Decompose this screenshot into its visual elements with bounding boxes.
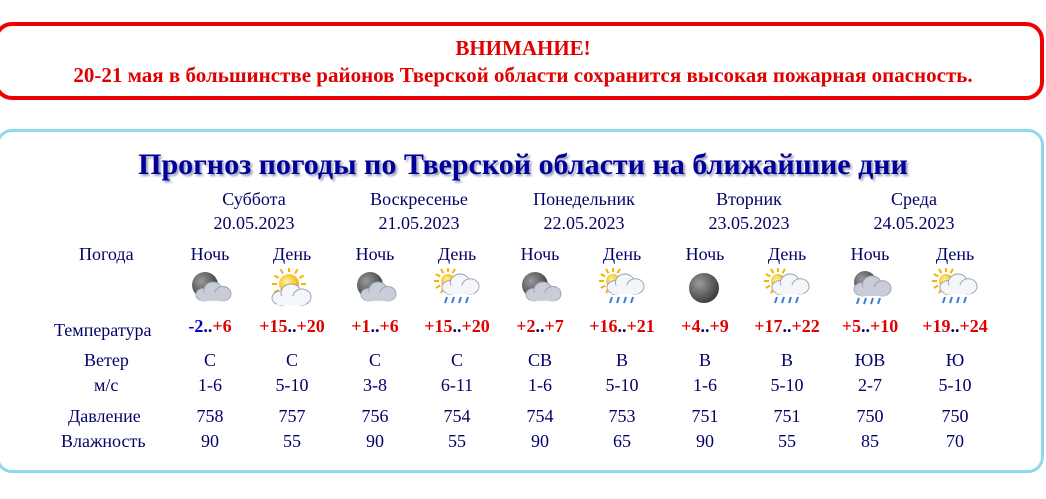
- day-name: Суббота: [222, 189, 286, 209]
- humidity-value: 90: [696, 431, 714, 451]
- temperature-separator: ..: [452, 316, 462, 336]
- humidity-value: 55: [778, 431, 796, 451]
- temperature-min: +4: [681, 316, 701, 336]
- period-label: Ночь: [850, 244, 890, 264]
- humidity-value: 65: [613, 431, 631, 451]
- pressure-value: 754: [526, 406, 554, 426]
- period-label: Ночь: [190, 244, 230, 264]
- temperature-max: +22: [791, 316, 820, 336]
- pressure-value: 756: [361, 406, 389, 426]
- moon-cloud-icon: [350, 268, 400, 308]
- wind-direction: С: [450, 350, 463, 370]
- temperature-max: +6: [212, 316, 232, 336]
- pressure-value: 757: [278, 406, 306, 426]
- temperature-separator: ..: [617, 316, 627, 336]
- temperature-range: [329, 315, 421, 337]
- temperature-min: +5: [841, 316, 861, 336]
- humidity-value: 70: [946, 431, 964, 451]
- temperature-max: +21: [626, 316, 655, 336]
- temperature-min: -2: [188, 316, 204, 336]
- moon-cloud-rain-icon: [845, 268, 895, 308]
- humidity-value: 90: [201, 431, 219, 451]
- sun-cloud-rain-icon: [597, 268, 647, 308]
- pressure-value: 750: [856, 406, 884, 426]
- humidity-value: 90: [531, 431, 549, 451]
- temperature-separator: ..: [700, 316, 710, 336]
- wind-speed: 5-10: [275, 375, 309, 395]
- humidity-value: 55: [283, 431, 301, 451]
- sun-cloud-rain-icon: [432, 268, 482, 308]
- wind-direction: С: [285, 350, 298, 370]
- day-name: Среда: [891, 189, 937, 209]
- wind-direction: С: [203, 350, 216, 370]
- humidity-row-label: Влажность: [61, 431, 146, 451]
- weather-row-label: Погода: [79, 244, 134, 264]
- temperature-max: +24: [959, 316, 988, 336]
- wind-speed: 5-10: [605, 375, 639, 395]
- day-date: 23.05.2023: [708, 213, 790, 233]
- sun-cloud-rain-icon: [762, 268, 812, 308]
- temperature-range: [741, 315, 833, 337]
- temperature-min: +19: [922, 316, 951, 336]
- temperature-row-label: Температура: [54, 320, 152, 340]
- pressure-value: 751: [691, 406, 719, 426]
- temperature-max: +20: [461, 316, 490, 336]
- temperature-max: +6: [379, 316, 399, 336]
- wind-direction: ЮВ: [854, 350, 886, 370]
- pressure-row-label: Давление: [68, 406, 141, 426]
- alert-title: ВНИМАНИЕ!: [455, 36, 591, 60]
- period-label: Ночь: [355, 244, 395, 264]
- temperature-min: +15: [259, 316, 288, 336]
- temperature-range: [411, 315, 503, 337]
- temperature-range: [824, 315, 916, 337]
- temperature-max: +9: [709, 316, 729, 336]
- temperature-min: +15: [424, 316, 453, 336]
- period-label: День: [935, 244, 975, 264]
- wind-speed: 6-11: [440, 375, 474, 395]
- period-label: День: [437, 244, 477, 264]
- day-date: 21.05.2023: [378, 213, 460, 233]
- day-name: Воскресенье: [370, 189, 468, 209]
- wind-direction: Ю: [945, 350, 965, 370]
- temperature-min: +1: [351, 316, 371, 336]
- wind-unit-label: м/с: [94, 375, 119, 395]
- temperature-separator: ..: [861, 316, 870, 336]
- temperature-separator: ..: [950, 316, 960, 336]
- alert-text: 20-21 мая в большинстве районов Тверской области сохранится высокая пожарная опасность.: [73, 63, 973, 87]
- temperature-separator: ..: [782, 316, 792, 336]
- wind-row-label: Ветер: [84, 350, 129, 370]
- wind-speed: 1-6: [693, 375, 717, 395]
- temperature-range: [659, 315, 751, 337]
- temperature-max: +10: [870, 316, 899, 336]
- wind-speed: 1-6: [528, 375, 552, 395]
- moon-icon: [680, 268, 730, 308]
- day-date: 24.05.2023: [873, 213, 955, 233]
- day-name: Вторник: [716, 189, 782, 209]
- pressure-value: 750: [941, 406, 969, 426]
- wind-direction: В: [615, 350, 628, 370]
- temperature-range: [164, 315, 256, 337]
- wind-speed: 1-6: [198, 375, 222, 395]
- wind-speed: 2-7: [858, 375, 882, 395]
- temperature-separator: ..: [370, 316, 380, 336]
- wind-speed: 3-8: [363, 375, 387, 395]
- period-label: День: [272, 244, 312, 264]
- day-name: Понедельник: [533, 189, 635, 209]
- pressure-value: 758: [196, 406, 224, 426]
- temperature-separator: ..: [203, 316, 213, 336]
- wind-direction: В: [780, 350, 793, 370]
- wind-speed: 5-10: [770, 375, 804, 395]
- temperature-min: +2: [516, 316, 536, 336]
- day-date: 20.05.2023: [213, 213, 295, 233]
- wind-direction: СВ: [527, 350, 552, 370]
- period-label: Ночь: [685, 244, 725, 264]
- moon-cloud-icon: [185, 268, 235, 308]
- humidity-value: 90: [366, 431, 384, 451]
- period-label: День: [767, 244, 807, 264]
- pressure-value: 754: [443, 406, 471, 426]
- temperature-separator: ..: [535, 316, 545, 336]
- temperature-min: +16: [589, 316, 618, 336]
- temperature-max: +20: [296, 316, 325, 336]
- pressure-value: 751: [773, 406, 801, 426]
- temperature-min: +17: [754, 316, 783, 336]
- sun-cloud-icon: [267, 268, 317, 308]
- sun-cloud-rain-icon: [930, 268, 980, 308]
- fire-alert-box: [0, 22, 1044, 100]
- period-label: Ночь: [520, 244, 560, 264]
- wind-direction: В: [698, 350, 711, 370]
- wind-speed: 5-10: [938, 375, 972, 395]
- temperature-range: [909, 315, 1001, 337]
- pressure-value: 753: [608, 406, 636, 426]
- temperature-range: [246, 315, 338, 337]
- forecast-title: Прогноз погоды по Тверской области на ближайшие дни: [138, 148, 908, 181]
- wind-direction: С: [368, 350, 381, 370]
- day-date: 22.05.2023: [543, 213, 625, 233]
- temperature-separator: ..: [287, 316, 297, 336]
- temperature-range: [494, 315, 586, 337]
- temperature-range: [576, 315, 668, 337]
- humidity-value: 55: [448, 431, 466, 451]
- period-label: День: [602, 244, 642, 264]
- temperature-max: +7: [544, 316, 564, 336]
- moon-cloud-icon: [515, 268, 565, 308]
- humidity-value: 85: [861, 431, 879, 451]
